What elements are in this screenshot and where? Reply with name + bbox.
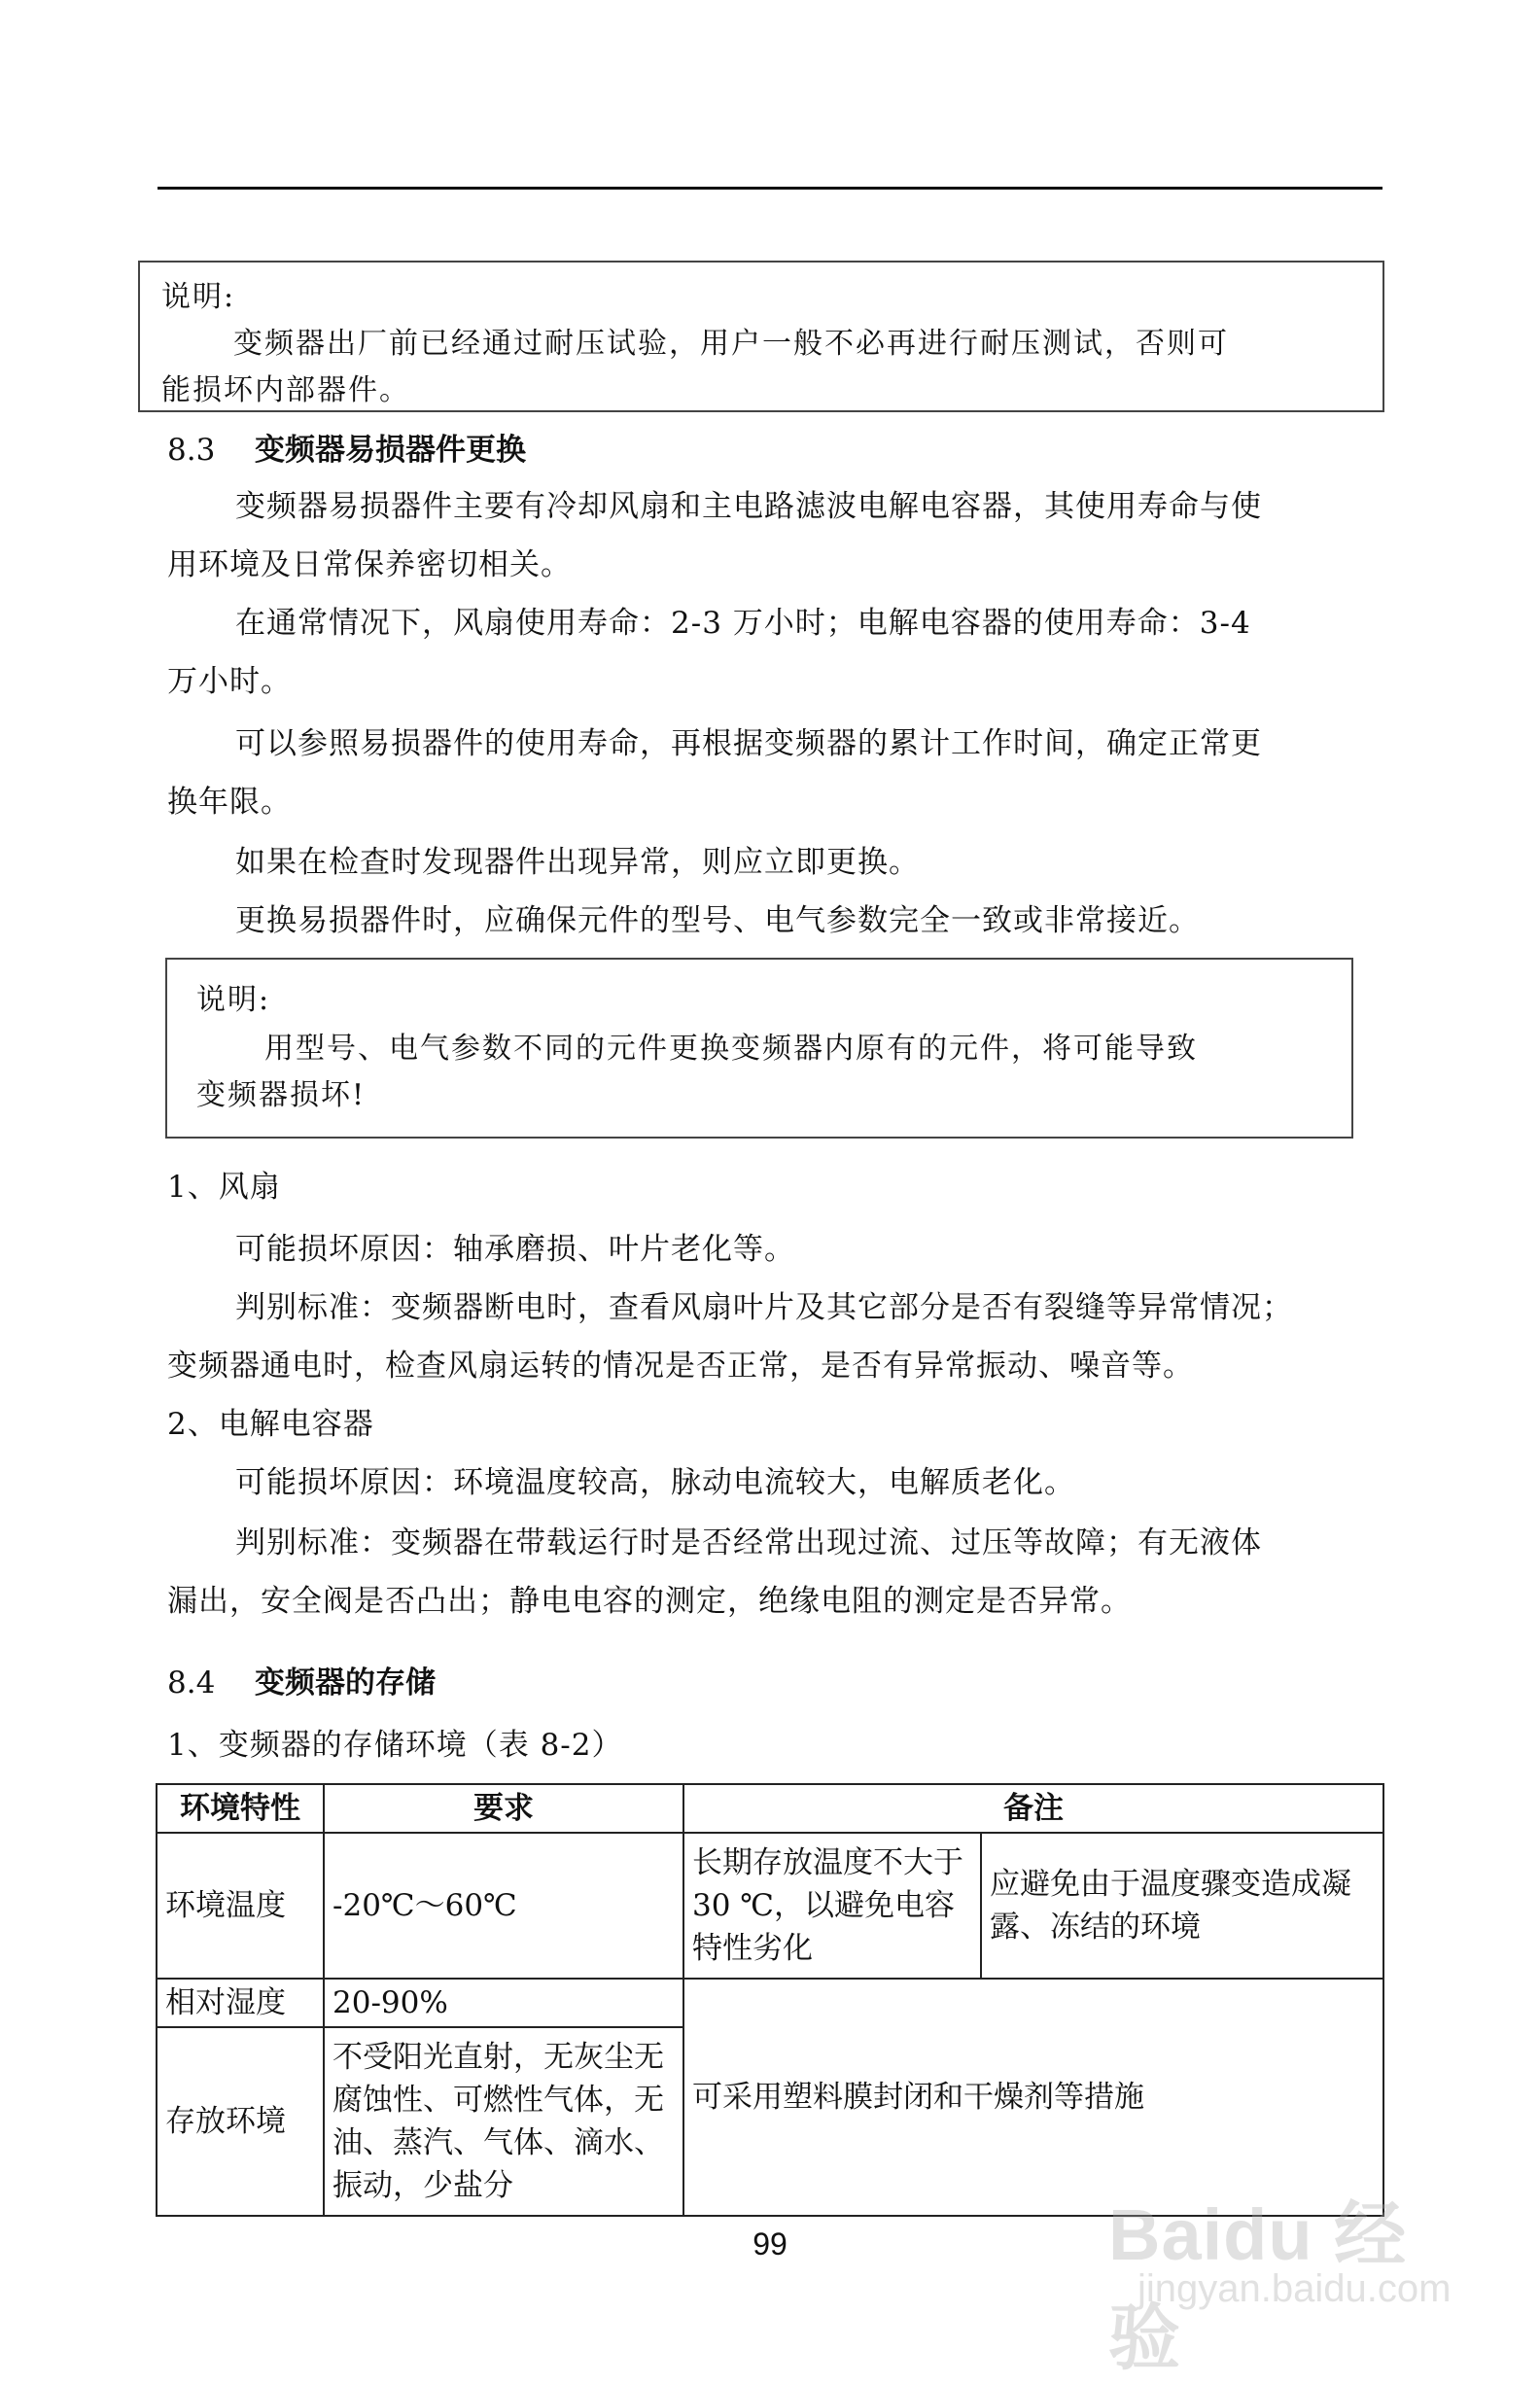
table-header-cell: 环境特性 xyxy=(157,1784,324,1833)
note-text-line: 用型号、电气参数不同的元件更换变频器内原有的元件，将可能导致 xyxy=(264,1032,1198,1066)
note-title: 说明: xyxy=(196,983,271,1017)
paragraph-line: 在通常情况下，风扇使用寿命：2-3 万小时；电解电容器的使用寿命：3-4 xyxy=(235,606,1251,641)
paragraph-line: 换年限。 xyxy=(167,785,292,820)
header-rule xyxy=(158,187,1382,190)
note-text-line: 变频器出厂前已经通过耐压试验，用户一般不必再进行耐压测试，否则可 xyxy=(233,327,1229,361)
paragraph-line: 可以参照易损器件的使用寿命，再根据变频器的累计工作时间，确定正常更 xyxy=(235,726,1262,761)
table-cell: 存放环境 xyxy=(157,2027,324,2216)
watermark-brand: Baidu 经验 xyxy=(1108,2194,1408,2378)
note-title: 说明: xyxy=(161,280,236,314)
section-heading-8-4 xyxy=(167,1659,436,1707)
table-cell: -20℃～60℃ xyxy=(324,1833,683,1979)
table-row xyxy=(157,1833,1383,1979)
table-header-cell: 要求 xyxy=(324,1784,683,1833)
paragraph-line: 变频器通电时，检查风扇运转的情况是否正常，是否有异常振动、噪音等。 xyxy=(167,1349,1194,1384)
watermark-logo xyxy=(1099,2178,1452,2378)
note-text-line: 能损坏内部器件。 xyxy=(161,373,410,407)
paragraph-line: 可能损坏原因：轴承磨损、叶片老化等。 xyxy=(235,1232,795,1267)
table-header-row xyxy=(157,1784,1383,1833)
paragraph-line: 用环境及日常保养密切相关。 xyxy=(167,547,572,582)
note-box-1 xyxy=(138,261,1384,412)
page-number: 99 xyxy=(752,2226,788,2261)
section-title: 变频器的存储 xyxy=(255,1665,436,1700)
paragraph-line: 变频器易损器件主要有冷却风扇和主电路滤波电解电容器，其使用寿命与使 xyxy=(235,489,1262,524)
paragraph-line: 漏出，安全阀是否凸出；静电电容的测定，绝缘电阻的测定是否异常。 xyxy=(167,1584,1132,1619)
paragraph-line: 判别标准：变频器断电时，查看风扇叶片及其它部分是否有裂缝等异常情况； xyxy=(235,1290,1293,1325)
table-cell: 可采用塑料膜封闭和干燥剂等措施 xyxy=(683,1979,1383,2216)
note-box-2 xyxy=(165,958,1353,1139)
paragraph-line: 判别标准：变频器在带载运行时是否经常出现过流、过压等故障；有无液体 xyxy=(235,1525,1262,1560)
table-cell: 20-90% xyxy=(324,1979,683,2027)
note-text-line: 变频器损坏! xyxy=(196,1078,367,1112)
section-number: 8.4 xyxy=(167,1665,216,1700)
subheading-fan: 1、风扇 xyxy=(167,1170,281,1205)
subheading-capacitor: 2、电解电容器 xyxy=(167,1407,374,1442)
table-row xyxy=(157,1979,1383,2027)
table-cell: 不受阳光直射，无灰尘无腐蚀性、可燃性气体，无油、蒸汽、气体、滴水、振动，少盐分 xyxy=(324,2027,683,2216)
paragraph-line: 更换易损器件时，应确保元件的型号、电气参数完全一致或非常接近。 xyxy=(235,903,1200,938)
storage-environment-table xyxy=(156,1783,1384,2217)
table-header-cell: 备注 xyxy=(683,1784,1383,1833)
table-cell: 环境温度 xyxy=(157,1833,324,1979)
section-title: 变频器易损器件更换 xyxy=(255,433,526,468)
watermark-url: jingyan.baidu.com xyxy=(1138,2267,1452,2310)
table-cell: 长期存放温度不大于 30 ℃，以避免电容特性劣化 xyxy=(683,1833,981,1979)
table-cell: 相对湿度 xyxy=(157,1979,324,2027)
paragraph-line: 如果在检查时发现器件出现异常，则应立即更换。 xyxy=(235,845,920,880)
paragraph-line: 可能损坏原因：环境温度较高，脉动电流较大，电解质老化。 xyxy=(235,1465,1075,1500)
section-heading-8-3 xyxy=(167,426,526,474)
table-cell: 应避免由于温度骤变造成凝露、冻结的环境 xyxy=(981,1833,1383,1979)
paragraph-line: 万小时。 xyxy=(167,664,292,699)
table-caption: 1、变频器的存储环境（表 8-2） xyxy=(167,1728,623,1763)
section-number: 8.3 xyxy=(167,433,216,468)
